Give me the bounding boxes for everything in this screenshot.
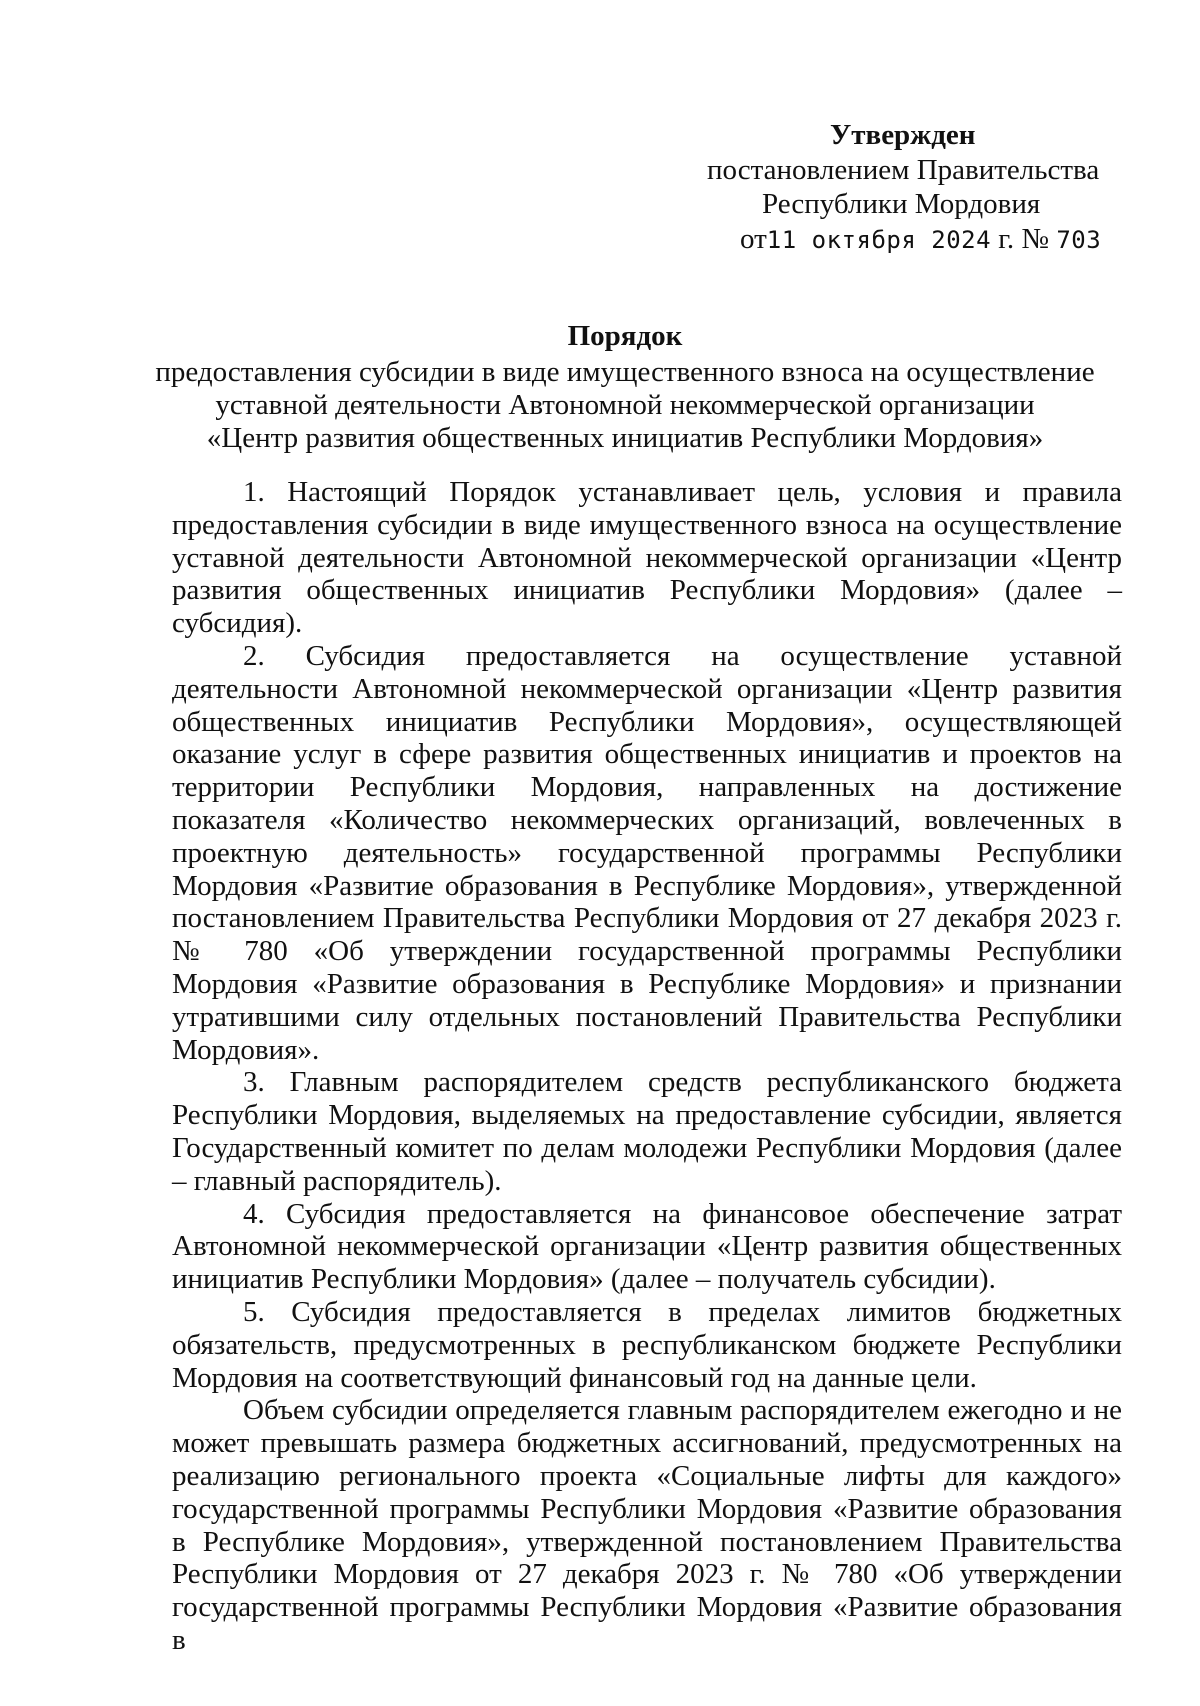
approval-line-republic: Республики Мордовия	[762, 188, 1041, 220]
approval-line-date-number	[740, 222, 1101, 257]
approval-number: 703	[1056, 226, 1102, 254]
document-title: Порядок	[567, 320, 683, 352]
paragraph-2: 2. Субсидия предоставляется на осуществление уставной деятельности Автономной некоммерческой организации «Центр развития общественных инициатив Республики Мордовия», осуществляющей оказание услуг в сфере развития общественных инициатив и проектов на территории Республики Мордовия, направленных на достижение показателя «Количество некоммерческих организаций, вовлеченных в проектную деятельность» государственной программы Республики Мордовия «Развитие образования в Республике Мордовия», утвержденной постановлением Правительства Республики Мордовия от 27 декабря 2023 г. № 780 «Об утверждении государственной программы Республики Мордовия «Развитие образования в Республике Мордовия» и признании утратившими силу отдельных постановлений Правительства Республики Мордовия».	[172, 639, 1122, 1066]
document-body	[172, 476, 1122, 1657]
paragraph-4: 4. Субсидия предоставляется на финансовое обеспечение затрат Автономной некоммерческой организации «Центр развития общественных инициатив Республики Мордовия» (далее – получатель субсидии).	[172, 1197, 1122, 1296]
document-subtitle-line: «Центр развития общественных инициатив Республики Мордовия»	[206, 422, 1044, 454]
approval-date: 11 октября 2024	[766, 226, 992, 254]
document-subtitle-line: предоставления субсидии в виде имущественного взноса на осуществление	[155, 356, 1095, 388]
approval-number-prefix: г. №	[991, 223, 1057, 255]
paragraph-1: 1. Настоящий Порядок устанавливает цель, условия и правила предоставления субсидии в виде имущественного взноса на осуществление уставной деятельности Автономной некоммерческой организации «Центр развития общественных инициатив Республики Мордовия» (далее – субсидия).	[172, 476, 1122, 640]
paragraph-5: 5. Субсидия предоставляется в пределах лимитов бюджетных обязательств, предусмотренных в республиканском бюджете Республики Мордовия на соответствующий финансовый год на данные цели.	[172, 1295, 1122, 1394]
document-subtitle-line: уставной деятельности Автономной некоммерческой организации	[215, 389, 1035, 421]
approval-line-government: постановлением Правительства	[707, 154, 1100, 186]
paragraph-3: 3. Главным распорядителем средств республиканского бюджета Республики Мордовия, выделяемых на предоставление субсидии, является Государственный комитет по делам молодежи Республики Мордовия (далее – главный распорядитель).	[172, 1066, 1122, 1197]
paragraph-subsidy-volume: Объем субсидии определяется главным распорядителем ежегодно и не может превышать размера бюджетных ассигнований, предусмотренных на реализацию регионального проекта «Социальные лифты для каждого» государственной программы Республики Мордовия «Развитие образования в Республике Мордовия», утвержденной постановлением Правительства Республики Мордовия от 27 декабря 2023 г. № 780 «Об утверждении государственной программы Республики Мордовия «Развитие образования в	[172, 1394, 1122, 1656]
document-heading	[150, 320, 1100, 455]
approval-title: Утвержден	[830, 119, 976, 151]
approval-date-prefix: от	[740, 223, 767, 255]
